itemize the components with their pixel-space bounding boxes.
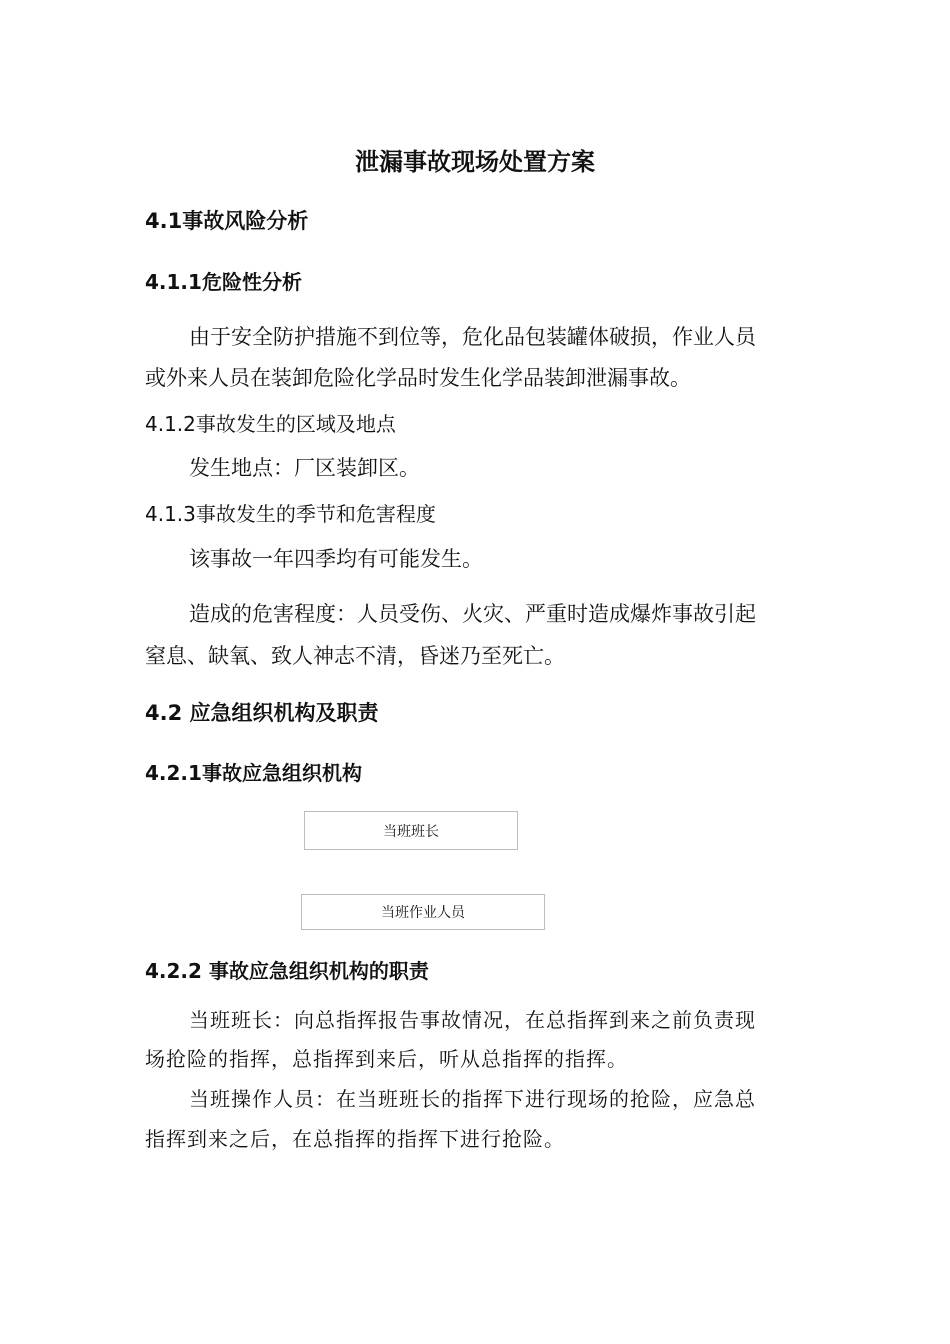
paragraph-line: 场抢险的指挥，总指挥到来后，听从总指挥的指挥。 xyxy=(145,1047,628,1071)
section-title: 应急组织机构及职责 xyxy=(189,701,379,725)
section-title: 事故风险分析 xyxy=(182,209,309,233)
section-number: 4.2.1 xyxy=(145,761,202,785)
paragraph-line: 指挥到来之后，在总指挥的指挥下进行抢险。 xyxy=(145,1127,565,1151)
section-number: 4.2.2 xyxy=(145,959,202,983)
section-number: 4.1.1 xyxy=(145,270,202,294)
paragraph-line: 造成的危害程度：人员受伤、火灾、严重时造成爆炸事故引起 xyxy=(189,602,756,626)
section-title: 事故发生的季节和危害程度 xyxy=(195,502,436,526)
section-number: 4.1.3 xyxy=(145,502,196,526)
paragraph-line: 当班班长：向总指挥报告事故情况，在总指挥到来之前负责现 xyxy=(189,1008,756,1032)
section-title: 事故应急组织机构 xyxy=(201,761,362,785)
page-title: 泄漏事故现场处置方案 xyxy=(355,148,595,176)
org-box-shift-leader: 当班班长 xyxy=(304,811,518,850)
section-4-2-2-heading xyxy=(145,961,429,981)
paragraph-line: 窒息、缺氧、致人神志不清，昏迷乃至死亡。 xyxy=(145,644,565,668)
section-title: 危险性分析 xyxy=(201,270,302,294)
section-4-2-1-heading xyxy=(145,763,362,783)
section-4-1-heading xyxy=(145,211,308,232)
section-4-1-3-heading xyxy=(145,504,436,524)
org-box-shift-workers: 当班作业人员 xyxy=(301,894,545,930)
section-4-1-1-heading xyxy=(145,272,302,292)
section-4-1-2-heading xyxy=(145,414,396,434)
section-number: 4.1 xyxy=(145,209,183,233)
section-4-2-heading xyxy=(145,703,379,724)
section-title: 事故发生的区域及地点 xyxy=(195,412,396,436)
paragraph-line: 发生地点：厂区装卸区。 xyxy=(189,456,420,480)
paragraph-line: 该事故一年四季均有可能发生。 xyxy=(189,547,483,571)
paragraph-line: 或外来人员在装卸危险化学品时发生化学品装卸泄漏事故。 xyxy=(145,366,691,390)
paragraph-line: 当班操作人员：在当班班长的指挥下进行现场的抢险，应急总 xyxy=(189,1087,756,1111)
section-number: 4.1.2 xyxy=(145,412,196,436)
section-title: 事故应急组织机构的职责 xyxy=(208,959,429,983)
paragraph-line: 由于安全防护措施不到位等，危化品包装罐体破损，作业人员 xyxy=(189,325,756,349)
section-number: 4.2 xyxy=(145,701,183,725)
